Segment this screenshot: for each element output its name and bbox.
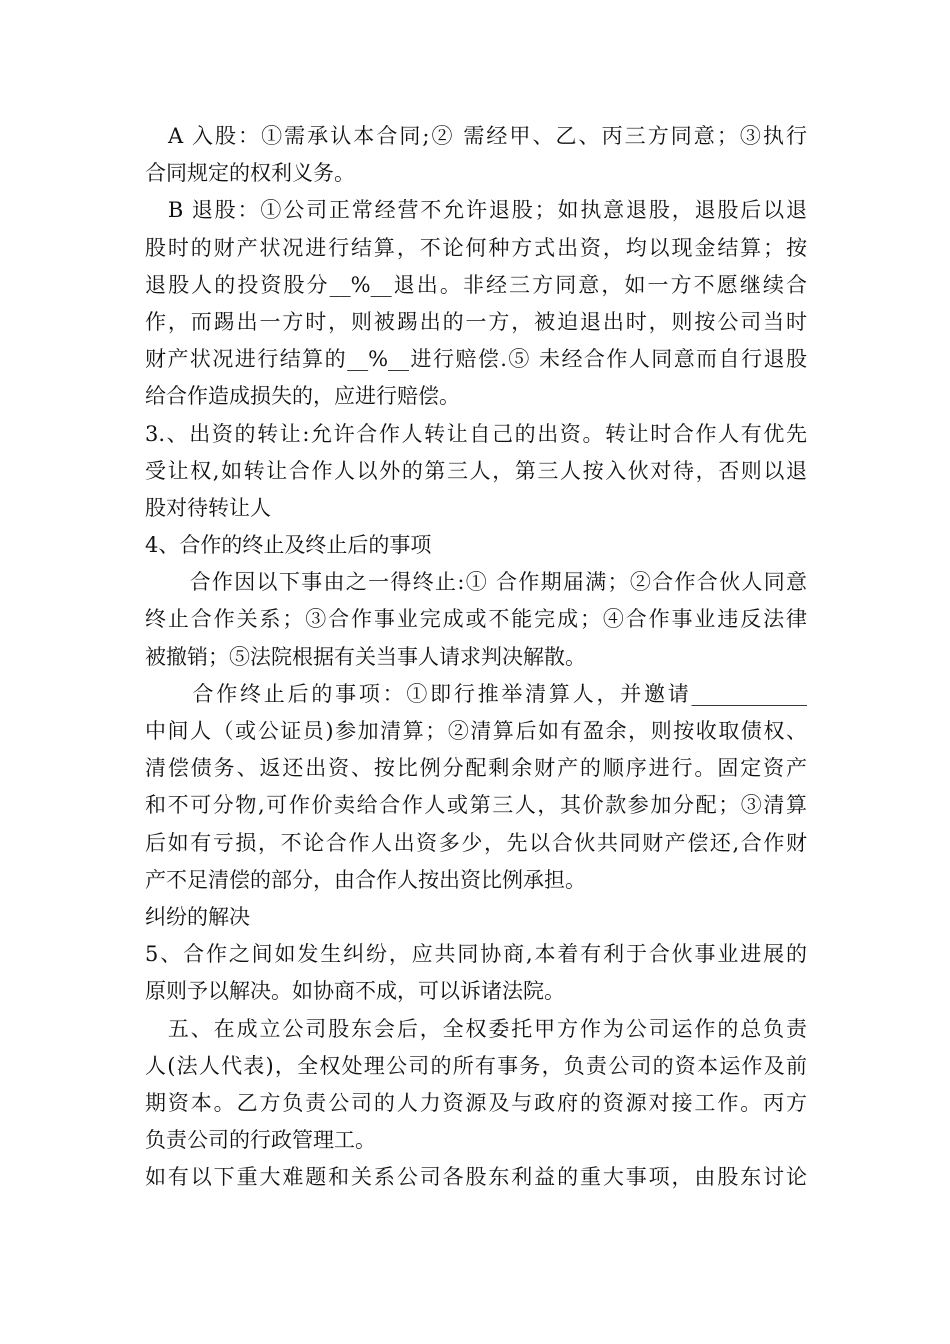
text-line: 给合作造成损失的，应进行赔偿。 — [145, 384, 460, 409]
text-line: 受让权,如转让合作人以外的第三人，第三人按入伙对待，否则以退 — [145, 458, 807, 483]
text-line: 3.、出资的转让:允许合作人转让自己的出资。转让时合作人有优先 — [145, 421, 807, 446]
text-line: 原则予以解决。如协商不成，可以诉诸法院。 — [145, 979, 565, 1004]
text-line: 被撤销；⑤法院根据有关当事人请求判决解散。 — [145, 644, 586, 669]
text-line: 合作因以下事由之一得终止:① 合作期届满；②合作合伙人同意 — [145, 570, 807, 595]
text-line: 股时的财产状况进行结算，不论何种方式出资，均以现金结算；按 — [145, 235, 807, 260]
text-line: A 入股：①需承认本合同;② 需经甲、乙、丙三方同意；③执行 — [145, 124, 807, 148]
text-line: 5、合作之间如发生纠纷，应共同协商,本着有利于合伙事业进展的 — [145, 942, 807, 967]
text-line: 作，而踢出一方时，则被踢出的一方，被迫退出时，则按公司当时 — [145, 309, 807, 334]
document-body — [145, 118, 807, 1196]
text-line: 股对待转让人 — [145, 495, 271, 520]
section-heading: 4、合作的终止及终止后的事项 — [145, 533, 432, 558]
text-line: 后如有亏损，不论合作人出资多少，先以合伙共同财产偿还,合作财 — [145, 830, 807, 855]
section-heading: 纠纷的解决 — [145, 904, 250, 929]
text-line: 财产状况进行结算的__%__进行赔偿.⑤ 未经合作人同意而自行退股 — [145, 347, 807, 372]
text-line: 五、在成立公司股东会后，全权委托甲方作为公司运作的总负责 — [145, 1016, 807, 1041]
text-line: 退股人的投资股分__%__退出。非经三方同意，如一方不愿继续合 — [145, 272, 807, 297]
text-line: 人(法人代表)，全权处理公司的所有事务，负责公司的资本运作及前 — [145, 1053, 807, 1078]
text-line: 如有以下重大难题和关系公司各股东利益的重大事项，由股东讨论 — [145, 1165, 807, 1190]
text-line: 合同规定的权利义务。 — [145, 161, 355, 186]
text-line: 产不足清偿的部分，由合作人按出资比例承担。 — [145, 867, 586, 892]
text-line: 终止合作关系；③合作事业完成或不能完成；④合作事业违反法律 — [145, 607, 807, 632]
text-line: 清偿债务、返还出资、按比例分配剩余财产的顺序进行。固定资产 — [145, 756, 807, 781]
text-line: B 退股：①公司正常经营不允许退股；如执意退股，退股后以退 — [145, 198, 807, 223]
text-line: 负责公司的行政管理工。 — [145, 1128, 376, 1153]
text-line: 合作终止后的事项：①即行推举清算人，并邀请___________ — [145, 681, 807, 706]
text-line: 中间人（或公证员)参加清算；②清算后如有盈余，则按收取债权、 — [145, 719, 807, 743]
text-line: 期资本。乙方负责公司的人力资源及与政府的资源对接工作。丙方 — [145, 1090, 807, 1115]
text-line: 和不可分物,可作价卖给合作人或第三人，其价款参加分配；③清算 — [145, 793, 807, 818]
